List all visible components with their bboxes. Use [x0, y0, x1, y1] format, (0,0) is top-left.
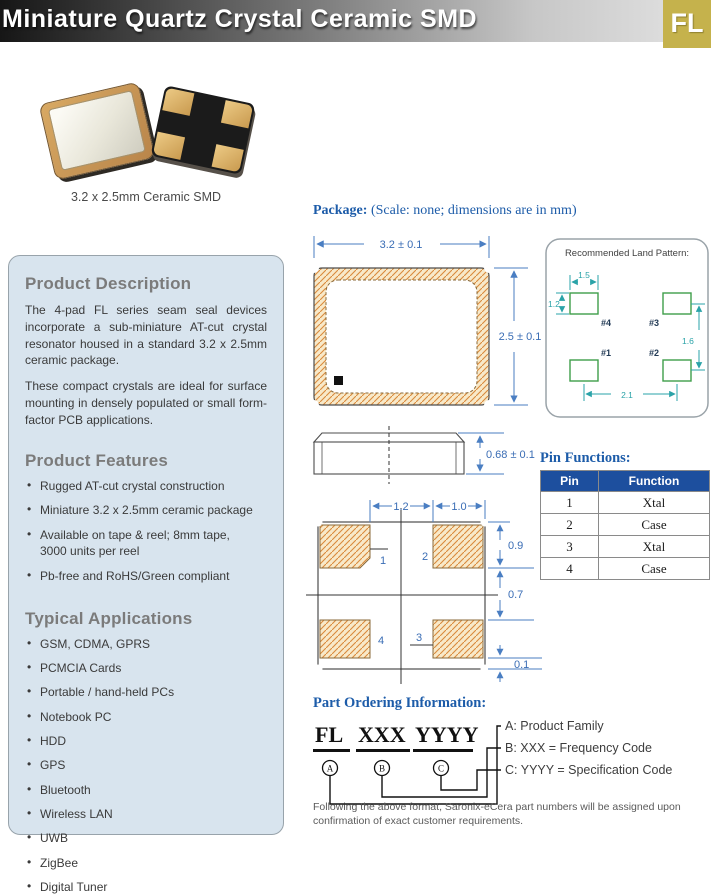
application-item: • ZigBee	[27, 856, 267, 872]
application-item: • Bluetooth	[27, 783, 267, 799]
function-cell: Case	[599, 558, 710, 580]
connector-c	[441, 770, 501, 790]
land-label-2: #2	[649, 348, 660, 358]
package-scale-note: (Scale: none; dimensions are in mm)	[370, 203, 577, 218]
pin-cell: 2	[541, 514, 599, 536]
side-view-thickness-dim: 0.68 ± 0.1	[486, 449, 535, 461]
sidebar-panel	[8, 255, 284, 894]
table-row	[541, 492, 710, 514]
features-list	[25, 479, 267, 585]
feature-item: • Rugged AT-cut crystal construction	[27, 479, 267, 495]
application-item: • Notebook PC	[27, 710, 267, 726]
application-item: • Wireless LAN	[27, 807, 267, 823]
dim-row-gap: 0.7	[508, 589, 524, 601]
pad-number-4: 4	[378, 635, 385, 647]
applications-title: Typical Applications	[25, 608, 193, 628]
land-pattern-panel	[545, 238, 709, 418]
features-title: Product Features	[25, 450, 169, 470]
function-cell: Xtal	[599, 492, 710, 514]
land-pad-2	[663, 360, 691, 381]
corner-notch	[484, 263, 494, 273]
package-bottom-view-drawing	[302, 492, 552, 688]
gold-pad	[212, 144, 244, 172]
code-specification: YYYY	[415, 722, 479, 747]
land-label-4: #4	[601, 318, 612, 328]
land-label-1: #1	[601, 348, 612, 358]
header-bar	[0, 0, 711, 42]
dim-pad-width: 1.0	[451, 501, 467, 513]
package-title: Package:	[313, 203, 368, 218]
pad-1	[320, 525, 370, 568]
dim-edge-offset: 0.1	[514, 659, 530, 671]
legend-a: A: Product Family	[505, 719, 604, 733]
pad-2	[433, 525, 483, 568]
corner-notch	[309, 400, 319, 410]
pin-cell: 3	[541, 536, 599, 558]
package-section-heading	[313, 203, 577, 219]
ordering-diagram	[310, 712, 710, 808]
legend-b: B: XXX = Frequency Code	[505, 741, 652, 755]
application-item: • GPS	[27, 758, 267, 774]
dim-land-pad-width: 1.5	[578, 270, 590, 280]
table-row	[541, 514, 710, 536]
product-family-badge: FL	[663, 0, 711, 48]
page-title: Miniature Quartz Crystal Ceramic SMD	[2, 5, 478, 33]
legend-c: C: YYYY = Specification Code	[505, 763, 673, 777]
package-cavity	[326, 280, 477, 393]
ordering-footnote: Following the above format, Saronix-eCera part numbers will be assigned upon confirmation of exact customer requirements.	[313, 801, 681, 828]
function-cell: Xtal	[599, 536, 710, 558]
application-item: • UWB	[27, 831, 267, 847]
top-view-width-dim: 3.2 ± 0.1	[379, 239, 423, 251]
dim-land-pad-height: 1.2	[548, 299, 560, 309]
package-top-view-drawing	[302, 228, 548, 424]
land-pad-1	[570, 360, 598, 381]
gold-pad	[153, 132, 185, 160]
pad-number-2: 2	[422, 551, 429, 563]
marker-c: C	[437, 763, 445, 774]
package-lid	[48, 90, 146, 171]
pad-number-3: 3	[416, 632, 423, 644]
land-label-3: #3	[649, 318, 660, 328]
function-cell: Case	[599, 514, 710, 536]
gold-pad	[221, 100, 253, 128]
package-photo-top-view	[39, 82, 156, 181]
pin-cell: 1	[541, 492, 599, 514]
pin1-marker	[334, 376, 343, 385]
feature-item: • Available on tape & reel; 8mm tape, 3000 units per reel	[27, 528, 240, 560]
col-header-function: Function	[599, 471, 710, 492]
dim-land-row-pitch: 1.6	[682, 336, 694, 346]
code-family: FL	[315, 722, 344, 747]
corner-notch	[309, 263, 319, 273]
application-item: • Portable / hand-held PCs	[27, 685, 267, 701]
table-row	[541, 558, 710, 580]
package-side-view-drawing	[304, 426, 544, 486]
pin-cell: 4	[541, 558, 599, 580]
pad-number-1: 1	[380, 555, 387, 567]
land-pad-4	[570, 293, 598, 314]
pin-functions-table	[540, 470, 710, 580]
pin-functions-title: Pin Functions:	[540, 450, 631, 466]
ordering-title: Part Ordering Information:	[313, 695, 487, 711]
dim-pad-gap: 1.2	[393, 501, 409, 513]
land-pattern-title: Recommended Land Pattern:	[564, 248, 690, 259]
code-frequency: XXX	[358, 722, 406, 747]
application-item: • GSM, CDMA, GPRS	[27, 637, 267, 653]
applications-list	[25, 637, 267, 896]
description-paragraph: The 4-pad FL series seam seal devices incorporate a sub-miniature AT-cut crystal resonator housed in a standard 3.2 x 2.5mm ceramic package.	[25, 303, 267, 368]
dim-land-col-pitch: 2.1	[621, 390, 633, 400]
top-view-height-dim: 2.5 ± 0.1	[498, 331, 542, 343]
application-item: • Digital Tuner	[27, 880, 267, 896]
corner-notch	[314, 665, 323, 674]
photo-caption: 3.2 x 2.5mm Ceramic SMD	[70, 190, 222, 204]
corner-notch	[484, 400, 494, 410]
marker-b: B	[378, 763, 386, 774]
land-pad-3	[663, 293, 691, 314]
feature-item: • Pb-free and RoHS/Green compliant	[27, 569, 267, 585]
application-item: • PCMCIA Cards	[27, 661, 267, 677]
dim-pad-height: 0.9	[508, 540, 524, 552]
description-paragraph: These compact crystals are ideal for surface mounting in densely populated or small form-factor PCB applications.	[25, 379, 267, 427]
table-row	[541, 536, 710, 558]
description-title: Product Description	[25, 274, 192, 293]
pad-3	[433, 620, 483, 658]
gold-pad	[162, 88, 194, 116]
application-item: • HDD	[27, 734, 267, 750]
package-photo-bottom-view	[151, 85, 256, 175]
marker-a: A	[326, 763, 334, 774]
feature-item: • Miniature 3.2 x 2.5mm ceramic package	[27, 503, 267, 519]
pad-4	[320, 620, 370, 658]
corner-notch	[314, 518, 323, 527]
col-header-pin: Pin	[541, 471, 599, 492]
